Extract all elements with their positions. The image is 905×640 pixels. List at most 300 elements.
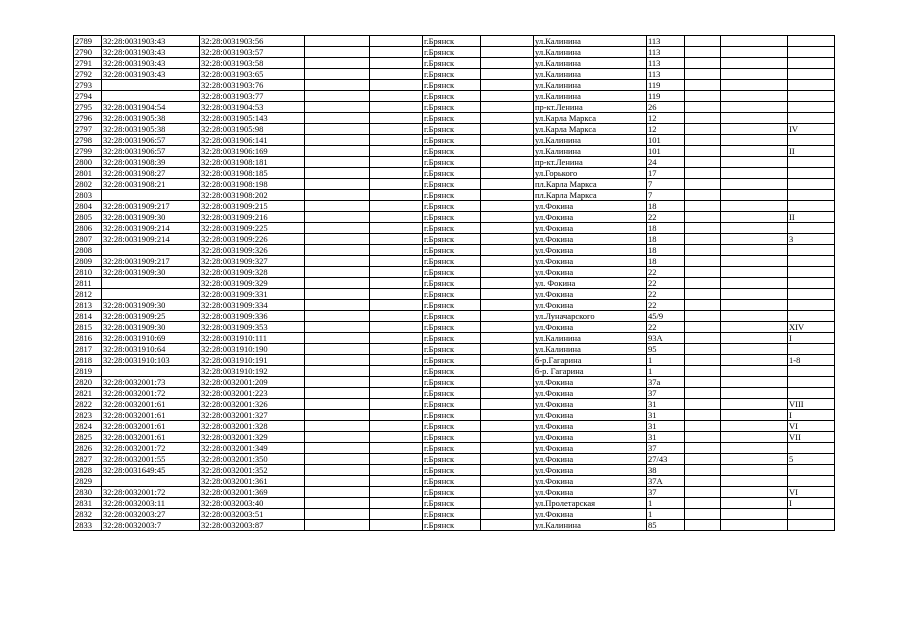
table-row xyxy=(74,520,835,531)
unit-number-cell xyxy=(788,256,835,267)
cadastral-number-cell: 32:28:0031909:334 xyxy=(200,300,305,311)
blank-col-11-cell xyxy=(721,410,788,421)
house-number-cell: 12 xyxy=(647,113,685,124)
house-number-cell: 22 xyxy=(647,289,685,300)
unit-number-cell xyxy=(788,36,835,47)
parent-cadastral-number-cell xyxy=(102,366,200,377)
city-cell: г.Брянск xyxy=(423,36,481,47)
blank-col-11-cell xyxy=(721,179,788,190)
city-cell: г.Брянск xyxy=(423,179,481,190)
blank-col-7-cell xyxy=(481,344,534,355)
blank-col-5-cell xyxy=(370,36,423,47)
blank-col-4-cell xyxy=(305,234,370,245)
row-number-cell: 2791 xyxy=(74,58,102,69)
table-row xyxy=(74,300,835,311)
blank-col-10-cell xyxy=(685,135,721,146)
cadastral-number-cell: 32:28:0031909:327 xyxy=(200,256,305,267)
cadastral-number-cell: 32:28:0032003:40 xyxy=(200,498,305,509)
blank-col-4-cell xyxy=(305,476,370,487)
cadastral-number-cell: 32:28:0031909:216 xyxy=(200,212,305,223)
house-number-cell: 45/9 xyxy=(647,311,685,322)
unit-number-cell: VI xyxy=(788,421,835,432)
house-number-cell: 37А xyxy=(647,476,685,487)
blank-col-5-cell xyxy=(370,179,423,190)
blank-col-7-cell xyxy=(481,146,534,157)
blank-col-10-cell xyxy=(685,454,721,465)
blank-col-5-cell xyxy=(370,201,423,212)
cadastral-number-cell: 32:28:0031908:185 xyxy=(200,168,305,179)
street-cell: ул.Пролетарская xyxy=(534,498,647,509)
unit-number-cell: II xyxy=(788,212,835,223)
blank-col-5-cell xyxy=(370,190,423,201)
table-row xyxy=(74,201,835,212)
cadastral-number-cell: 32:28:0031908:198 xyxy=(200,179,305,190)
cadastral-number-cell: 32:28:0031908:181 xyxy=(200,157,305,168)
unit-number-cell: IV xyxy=(788,124,835,135)
cadastral-number-cell: 32:28:0031906:141 xyxy=(200,135,305,146)
blank-col-5-cell xyxy=(370,212,423,223)
table-row xyxy=(74,69,835,80)
blank-col-4-cell xyxy=(305,465,370,476)
house-number-cell: 22 xyxy=(647,212,685,223)
blank-col-7-cell xyxy=(481,487,534,498)
blank-col-5-cell xyxy=(370,267,423,278)
blank-col-5-cell xyxy=(370,366,423,377)
parent-cadastral-number-cell xyxy=(102,245,200,256)
blank-col-4-cell xyxy=(305,344,370,355)
city-cell: г.Брянск xyxy=(423,234,481,245)
row-number-cell: 2796 xyxy=(74,113,102,124)
parent-cadastral-number-cell: 32:28:0031910:69 xyxy=(102,333,200,344)
street-cell: ул.Карла Маркса xyxy=(534,113,647,124)
city-cell: г.Брянск xyxy=(423,454,481,465)
blank-col-4-cell xyxy=(305,124,370,135)
row-number-cell: 2833 xyxy=(74,520,102,531)
city-cell: г.Брянск xyxy=(423,201,481,212)
cadastral-number-cell: 32:28:0031909:329 xyxy=(200,278,305,289)
blank-col-11-cell xyxy=(721,344,788,355)
blank-col-10-cell xyxy=(685,245,721,256)
blank-col-11-cell xyxy=(721,300,788,311)
unit-number-cell xyxy=(788,223,835,234)
blank-col-4-cell xyxy=(305,289,370,300)
blank-col-7-cell xyxy=(481,36,534,47)
blank-col-7-cell xyxy=(481,91,534,102)
parent-cadastral-number-cell: 32:28:0031910:64 xyxy=(102,344,200,355)
blank-col-4-cell xyxy=(305,157,370,168)
parent-cadastral-number-cell: 32:28:0031906:57 xyxy=(102,135,200,146)
house-number-cell: 7 xyxy=(647,179,685,190)
street-cell: ул.Калинина xyxy=(534,58,647,69)
blank-col-10-cell xyxy=(685,300,721,311)
blank-col-11-cell xyxy=(721,190,788,201)
unit-number-cell xyxy=(788,47,835,58)
blank-col-7-cell xyxy=(481,377,534,388)
blank-col-4-cell xyxy=(305,443,370,454)
blank-col-11-cell xyxy=(721,487,788,498)
blank-col-11-cell xyxy=(721,223,788,234)
unit-number-cell: VI xyxy=(788,487,835,498)
street-cell: ул.Калинина xyxy=(534,47,647,58)
blank-col-5-cell xyxy=(370,355,423,366)
blank-col-5-cell xyxy=(370,91,423,102)
row-number-cell: 2793 xyxy=(74,80,102,91)
blank-col-11-cell xyxy=(721,146,788,157)
street-cell: ул.Калинина xyxy=(534,36,647,47)
city-cell: г.Брянск xyxy=(423,311,481,322)
parent-cadastral-number-cell: 32:28:0031903:43 xyxy=(102,36,200,47)
unit-number-cell xyxy=(788,520,835,531)
blank-col-11-cell xyxy=(721,201,788,212)
blank-col-4-cell xyxy=(305,366,370,377)
house-number-cell: 101 xyxy=(647,135,685,146)
house-number-cell: 18 xyxy=(647,234,685,245)
blank-col-11-cell xyxy=(721,58,788,69)
blank-col-11-cell xyxy=(721,267,788,278)
unit-number-cell: I xyxy=(788,333,835,344)
blank-col-11-cell xyxy=(721,47,788,58)
city-cell: г.Брянск xyxy=(423,388,481,399)
cadastral-number-cell: 32:28:0031903:65 xyxy=(200,69,305,80)
street-cell: пр-кт.Ленина xyxy=(534,102,647,113)
street-cell: ул.Горького xyxy=(534,168,647,179)
cadastral-number-cell: 32:28:0032003:87 xyxy=(200,520,305,531)
street-cell: ул.Фокина xyxy=(534,443,647,454)
row-number-cell: 2827 xyxy=(74,454,102,465)
table-row xyxy=(74,388,835,399)
blank-col-5-cell xyxy=(370,344,423,355)
house-number-cell: 17 xyxy=(647,168,685,179)
street-cell: ул.Фокина xyxy=(534,300,647,311)
blank-col-5-cell xyxy=(370,421,423,432)
blank-col-11-cell xyxy=(721,388,788,399)
cadastral-number-cell: 32:28:0031909:326 xyxy=(200,245,305,256)
blank-col-10-cell xyxy=(685,179,721,190)
city-cell: г.Брянск xyxy=(423,190,481,201)
blank-col-11-cell xyxy=(721,234,788,245)
blank-col-7-cell xyxy=(481,69,534,80)
blank-col-10-cell xyxy=(685,201,721,212)
house-number-cell: 22 xyxy=(647,267,685,278)
house-number-cell: 18 xyxy=(647,256,685,267)
blank-col-5-cell xyxy=(370,454,423,465)
row-number-cell: 2814 xyxy=(74,311,102,322)
parent-cadastral-number-cell: 32:28:0032003:7 xyxy=(102,520,200,531)
cadastral-number-cell: 32:28:0031903:56 xyxy=(200,36,305,47)
house-number-cell: 1 xyxy=(647,355,685,366)
blank-col-5-cell xyxy=(370,58,423,69)
unit-number-cell xyxy=(788,102,835,113)
blank-col-7-cell xyxy=(481,399,534,410)
blank-col-7-cell xyxy=(481,509,534,520)
table-row xyxy=(74,58,835,69)
blank-col-10-cell xyxy=(685,509,721,520)
row-number-cell: 2794 xyxy=(74,91,102,102)
row-number-cell: 2826 xyxy=(74,443,102,454)
parent-cadastral-number-cell: 32:28:0032003:27 xyxy=(102,509,200,520)
parent-cadastral-number-cell xyxy=(102,289,200,300)
house-number-cell: 113 xyxy=(647,36,685,47)
row-number-cell: 2825 xyxy=(74,432,102,443)
row-number-cell: 2799 xyxy=(74,146,102,157)
blank-col-4-cell xyxy=(305,223,370,234)
blank-col-10-cell xyxy=(685,58,721,69)
blank-col-4-cell xyxy=(305,300,370,311)
row-number-cell: 2812 xyxy=(74,289,102,300)
unit-number-cell: VII xyxy=(788,432,835,443)
blank-col-4-cell xyxy=(305,311,370,322)
blank-col-4-cell xyxy=(305,388,370,399)
blank-col-10-cell xyxy=(685,388,721,399)
blank-col-7-cell xyxy=(481,443,534,454)
cadastral-number-cell: 32:28:0031906:169 xyxy=(200,146,305,157)
table-row xyxy=(74,443,835,454)
cadastral-number-cell: 32:28:0032001:326 xyxy=(200,399,305,410)
blank-col-5-cell xyxy=(370,410,423,421)
blank-col-7-cell xyxy=(481,267,534,278)
blank-col-10-cell xyxy=(685,443,721,454)
blank-col-7-cell xyxy=(481,58,534,69)
city-cell: г.Брянск xyxy=(423,520,481,531)
blank-col-7-cell xyxy=(481,157,534,168)
blank-col-7-cell xyxy=(481,465,534,476)
row-number-cell: 2800 xyxy=(74,157,102,168)
table-row xyxy=(74,487,835,498)
blank-col-7-cell xyxy=(481,289,534,300)
parent-cadastral-number-cell xyxy=(102,91,200,102)
table-row xyxy=(74,36,835,47)
blank-col-4-cell xyxy=(305,168,370,179)
blank-col-11-cell xyxy=(721,399,788,410)
blank-col-5-cell xyxy=(370,135,423,146)
table-row xyxy=(74,333,835,344)
city-cell: г.Брянск xyxy=(423,113,481,124)
house-number-cell: 113 xyxy=(647,69,685,80)
city-cell: г.Брянск xyxy=(423,124,481,135)
blank-col-7-cell xyxy=(481,498,534,509)
city-cell: г.Брянск xyxy=(423,278,481,289)
blank-col-11-cell xyxy=(721,278,788,289)
street-cell: ул.Калинина xyxy=(534,80,647,91)
blank-col-11-cell xyxy=(721,157,788,168)
blank-col-11-cell xyxy=(721,366,788,377)
parent-cadastral-number-cell: 32:28:0032001:72 xyxy=(102,487,200,498)
blank-col-4-cell xyxy=(305,454,370,465)
blank-col-5-cell xyxy=(370,289,423,300)
blank-col-4-cell xyxy=(305,333,370,344)
blank-col-4-cell xyxy=(305,80,370,91)
blank-col-11-cell xyxy=(721,212,788,223)
row-number-cell: 2810 xyxy=(74,267,102,278)
city-cell: г.Брянск xyxy=(423,377,481,388)
blank-col-4-cell xyxy=(305,498,370,509)
blank-col-11-cell xyxy=(721,443,788,454)
city-cell: г.Брянск xyxy=(423,410,481,421)
street-cell: ул.Фокина xyxy=(534,509,647,520)
blank-col-10-cell xyxy=(685,399,721,410)
blank-col-7-cell xyxy=(481,520,534,531)
blank-col-5-cell xyxy=(370,388,423,399)
blank-col-5-cell xyxy=(370,113,423,124)
cadastral-number-cell: 32:28:0031910:190 xyxy=(200,344,305,355)
city-cell: г.Брянск xyxy=(423,344,481,355)
parent-cadastral-number-cell: 32:28:0032001:61 xyxy=(102,410,200,421)
parent-cadastral-number-cell: 32:28:0032001:55 xyxy=(102,454,200,465)
row-number-cell: 2797 xyxy=(74,124,102,135)
blank-col-11-cell xyxy=(721,377,788,388)
street-cell: ул.Фокина xyxy=(534,234,647,245)
street-cell: пл.Карла Маркса xyxy=(534,179,647,190)
blank-col-7-cell xyxy=(481,355,534,366)
table-row xyxy=(74,113,835,124)
street-cell: ул.Фокина xyxy=(534,465,647,476)
blank-col-4-cell xyxy=(305,245,370,256)
row-number-cell: 2807 xyxy=(74,234,102,245)
blank-col-10-cell xyxy=(685,344,721,355)
blank-col-4-cell xyxy=(305,256,370,267)
house-number-cell: 18 xyxy=(647,223,685,234)
unit-number-cell xyxy=(788,443,835,454)
blank-col-10-cell xyxy=(685,157,721,168)
blank-col-11-cell xyxy=(721,322,788,333)
parent-cadastral-number-cell: 32:28:0031909:217 xyxy=(102,201,200,212)
house-number-cell: 37 xyxy=(647,388,685,399)
parent-cadastral-number-cell: 32:28:0031908:21 xyxy=(102,179,200,190)
house-number-cell: 27/43 xyxy=(647,454,685,465)
row-number-cell: 2790 xyxy=(74,47,102,58)
blank-col-5-cell xyxy=(370,509,423,520)
blank-col-11-cell xyxy=(721,476,788,487)
city-cell: г.Брянск xyxy=(423,102,481,113)
row-number-cell: 2817 xyxy=(74,344,102,355)
parent-cadastral-number-cell: 32:28:0032001:72 xyxy=(102,443,200,454)
house-number-cell: 22 xyxy=(647,322,685,333)
table-row xyxy=(74,80,835,91)
unit-number-cell xyxy=(788,190,835,201)
blank-col-4-cell xyxy=(305,102,370,113)
blank-col-7-cell xyxy=(481,135,534,146)
blank-col-4-cell xyxy=(305,520,370,531)
parent-cadastral-number-cell: 32:28:0032001:61 xyxy=(102,399,200,410)
parent-cadastral-number-cell: 32:28:0031909:25 xyxy=(102,311,200,322)
row-number-cell: 2829 xyxy=(74,476,102,487)
table-row xyxy=(74,278,835,289)
city-cell: г.Брянск xyxy=(423,487,481,498)
blank-col-7-cell xyxy=(481,432,534,443)
blank-col-5-cell xyxy=(370,487,423,498)
blank-col-10-cell xyxy=(685,366,721,377)
street-cell: ул.Фокина xyxy=(534,256,647,267)
blank-col-11-cell xyxy=(721,69,788,80)
house-number-cell: 24 xyxy=(647,157,685,168)
parent-cadastral-number-cell: 32:28:0031906:57 xyxy=(102,146,200,157)
blank-col-10-cell xyxy=(685,36,721,47)
blank-col-10-cell xyxy=(685,289,721,300)
cadastral-number-cell: 32:28:0031903:77 xyxy=(200,91,305,102)
city-cell: г.Брянск xyxy=(423,223,481,234)
street-cell: ул.Фокина xyxy=(534,432,647,443)
city-cell: г.Брянск xyxy=(423,421,481,432)
blank-col-7-cell xyxy=(481,278,534,289)
city-cell: г.Брянск xyxy=(423,58,481,69)
table-row xyxy=(74,476,835,487)
house-number-cell: 119 xyxy=(647,91,685,102)
blank-col-4-cell xyxy=(305,421,370,432)
row-number-cell: 2805 xyxy=(74,212,102,223)
cadastral-number-cell: 32:28:0032001:361 xyxy=(200,476,305,487)
unit-number-cell xyxy=(788,377,835,388)
table-row xyxy=(74,102,835,113)
unit-number-cell: 3 xyxy=(788,234,835,245)
unit-number-cell xyxy=(788,278,835,289)
cadastral-number-cell: 32:28:0031903:58 xyxy=(200,58,305,69)
house-number-cell: 93А xyxy=(647,333,685,344)
house-number-cell: 37а xyxy=(647,377,685,388)
blank-col-5-cell xyxy=(370,377,423,388)
blank-col-4-cell xyxy=(305,377,370,388)
city-cell: г.Брянск xyxy=(423,157,481,168)
blank-col-10-cell xyxy=(685,520,721,531)
blank-col-11-cell xyxy=(721,124,788,135)
parent-cadastral-number-cell xyxy=(102,80,200,91)
row-number-cell: 2803 xyxy=(74,190,102,201)
blank-col-4-cell xyxy=(305,432,370,443)
blank-col-11-cell xyxy=(721,80,788,91)
blank-col-5-cell xyxy=(370,80,423,91)
street-cell: ул.Калинина xyxy=(534,344,647,355)
house-number-cell: 1 xyxy=(647,498,685,509)
blank-col-7-cell xyxy=(481,113,534,124)
blank-col-5-cell xyxy=(370,146,423,157)
unit-number-cell: II xyxy=(788,146,835,157)
blank-col-11-cell xyxy=(721,454,788,465)
blank-col-5-cell xyxy=(370,322,423,333)
parent-cadastral-number-cell: 32:28:0031909:30 xyxy=(102,300,200,311)
table-row xyxy=(74,498,835,509)
cadastral-number-cell: 32:28:0032001:369 xyxy=(200,487,305,498)
house-number-cell: 37 xyxy=(647,443,685,454)
blank-col-4-cell xyxy=(305,201,370,212)
blank-col-7-cell xyxy=(481,190,534,201)
house-number-cell: 7 xyxy=(647,190,685,201)
street-cell: ул.Фокина xyxy=(534,212,647,223)
blank-col-4-cell xyxy=(305,509,370,520)
blank-col-4-cell xyxy=(305,113,370,124)
blank-col-5-cell xyxy=(370,256,423,267)
city-cell: г.Брянск xyxy=(423,69,481,80)
blank-col-5-cell xyxy=(370,102,423,113)
blank-col-7-cell xyxy=(481,179,534,190)
row-number-cell: 2792 xyxy=(74,69,102,80)
street-cell: ул. Фокина xyxy=(534,278,647,289)
table-row xyxy=(74,212,835,223)
table-row xyxy=(74,410,835,421)
house-number-cell: 113 xyxy=(647,47,685,58)
row-number-cell: 2821 xyxy=(74,388,102,399)
cadastral-number-cell: 32:28:0031904:53 xyxy=(200,102,305,113)
city-cell: г.Брянск xyxy=(423,399,481,410)
table-row xyxy=(74,256,835,267)
house-number-cell: 18 xyxy=(647,201,685,212)
table-row xyxy=(74,157,835,168)
parent-cadastral-number-cell: 32:28:0032001:72 xyxy=(102,388,200,399)
cadastral-number-cell: 32:28:0031909:226 xyxy=(200,234,305,245)
row-number-cell: 2823 xyxy=(74,410,102,421)
blank-col-4-cell xyxy=(305,47,370,58)
table-row xyxy=(74,454,835,465)
house-number-cell: 31 xyxy=(647,399,685,410)
blank-col-5-cell xyxy=(370,278,423,289)
